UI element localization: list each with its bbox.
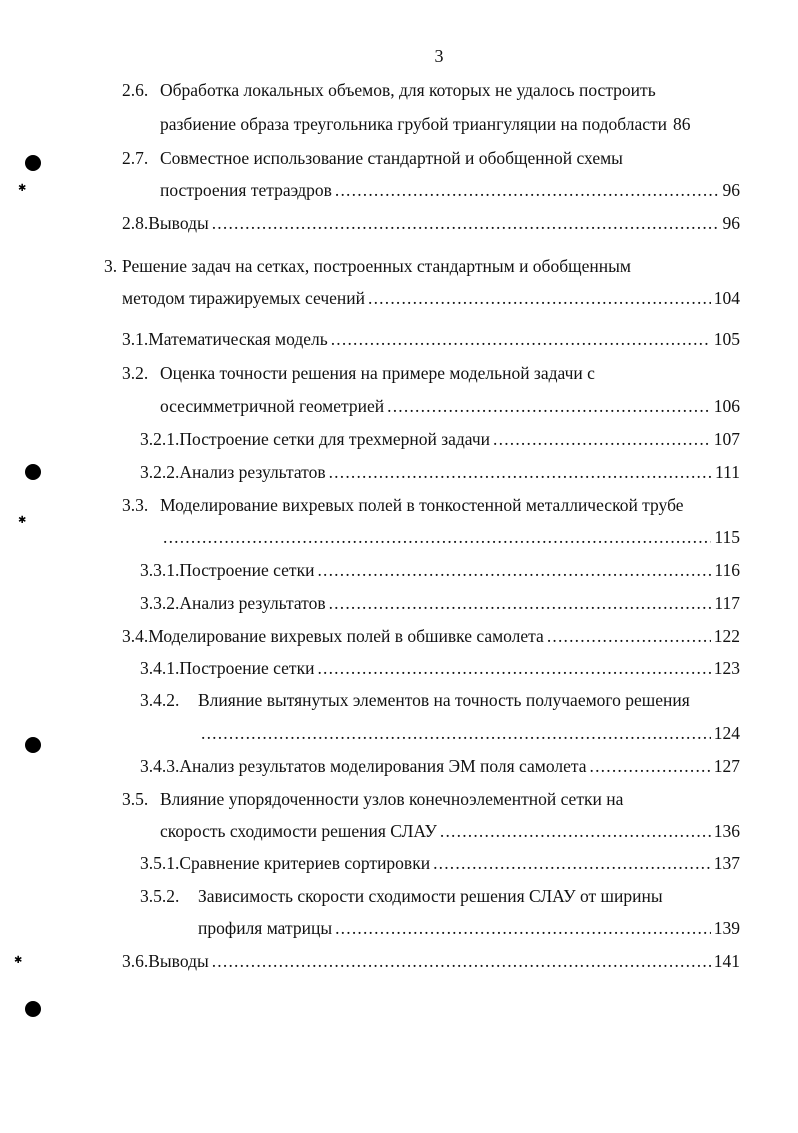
punch-hole-icon bbox=[25, 737, 41, 753]
toc-entry-title: построения тетраэдров bbox=[160, 180, 332, 200]
toc-entry-title: Построение сетки bbox=[179, 658, 315, 678]
toc-leader-dots bbox=[163, 525, 711, 549]
toc-entry bbox=[122, 493, 762, 517]
toc-entry-title: Построение сетки bbox=[179, 560, 315, 580]
toc-entry-page: 137 bbox=[713, 853, 740, 873]
toc-entry-title: Математическая модель bbox=[148, 329, 328, 349]
toc-entry-page: 139 bbox=[713, 918, 740, 938]
toc-leader-dots bbox=[335, 916, 711, 940]
toc-entry bbox=[122, 286, 740, 310]
toc-leader-dots bbox=[331, 327, 711, 351]
toc-entry-title: Анализ результатов моделирования ЭМ поля самолета bbox=[179, 756, 587, 776]
toc-leader-dots bbox=[317, 656, 710, 680]
toc-entry-title: Построение сетки для трехмерной задачи bbox=[179, 429, 491, 449]
toc-entry-number: 3.3.1. bbox=[140, 560, 180, 580]
toc-leader-dots bbox=[433, 851, 711, 875]
toc-entry-page: 123 bbox=[713, 658, 740, 678]
toc-leader-dots bbox=[368, 286, 711, 310]
toc-entry-page: 127 bbox=[713, 756, 740, 776]
toc-entry bbox=[140, 851, 740, 875]
toc-entry bbox=[140, 460, 740, 484]
toc-entry-number: 2.7. bbox=[122, 148, 149, 168]
toc-leader-dots bbox=[317, 558, 711, 582]
toc-entry-number: 2.8. bbox=[122, 213, 149, 233]
page-number: 3 bbox=[434, 46, 444, 66]
toc-entry-page: 105 bbox=[713, 329, 740, 349]
toc-entry-page: 86 bbox=[673, 114, 691, 134]
toc-entry bbox=[160, 112, 740, 136]
toc-entry-title: осесимметричной геометрией bbox=[160, 396, 385, 416]
toc-entry-page: 136 bbox=[713, 821, 740, 841]
toc-entry-number: 3.5. bbox=[122, 789, 149, 809]
toc-entry-page: 111 bbox=[715, 462, 740, 482]
toc-entry bbox=[198, 721, 740, 745]
toc-entry bbox=[160, 178, 740, 202]
toc-entry bbox=[140, 591, 740, 615]
toc-entry-title: разбиение образа треугольника грубой триангуляции на подобласти bbox=[160, 114, 667, 134]
toc-entry-number: 3.4.2. bbox=[140, 690, 180, 710]
toc-entry-page: 96 bbox=[722, 180, 740, 200]
punch-hole-icon bbox=[25, 155, 41, 171]
toc-entry-page: 104 bbox=[713, 288, 740, 308]
toc-entry-title: Решение задач на сетках, построенных стандартным и обобщенным bbox=[122, 256, 631, 276]
toc-entry-page: 106 bbox=[713, 396, 740, 416]
toc-entry-title: профиля матрицы bbox=[198, 918, 333, 938]
toc-entry bbox=[140, 558, 740, 582]
toc-entry bbox=[122, 361, 742, 385]
toc-entry-title: Оценка точности решения на примере модельной задачи с bbox=[160, 363, 595, 383]
toc-entry-title: Обработка локальных объемов, для которых не удалось построить bbox=[160, 80, 656, 100]
toc-entry-page: 107 bbox=[713, 429, 740, 449]
scan-speck-icon: ✱ bbox=[18, 183, 27, 194]
toc-entry-page: 116 bbox=[714, 560, 740, 580]
toc-entry-number: 3.2. bbox=[122, 363, 149, 383]
toc-entry bbox=[140, 884, 760, 908]
toc-entry-title: Моделирование вихревых полей в обшивке самолета bbox=[148, 626, 544, 646]
toc-entry-page: 117 bbox=[714, 593, 740, 613]
toc-entry-number: 3.4. bbox=[122, 626, 149, 646]
toc-entry bbox=[198, 916, 740, 940]
toc-entry-number: 3.5.1. bbox=[140, 853, 180, 873]
toc-entry-number: 3.3.2. bbox=[140, 593, 180, 613]
toc-entry-number: 3. bbox=[104, 256, 118, 276]
toc-entry bbox=[140, 754, 740, 778]
toc-entry-title: Выводы bbox=[148, 951, 209, 971]
toc-entry bbox=[140, 656, 740, 680]
toc-entry bbox=[122, 211, 740, 235]
toc-leader-dots bbox=[212, 211, 720, 235]
toc-entry bbox=[160, 525, 740, 549]
toc-entry bbox=[160, 394, 740, 418]
toc-entry bbox=[122, 78, 742, 102]
toc-entry bbox=[160, 819, 740, 843]
toc-entry-title: Влияние вытянутых элементов на точность получаемого решения bbox=[198, 690, 690, 710]
scan-speck-icon: ✱ bbox=[14, 955, 23, 966]
toc-entry bbox=[140, 427, 740, 451]
toc-leader-dots bbox=[329, 460, 712, 484]
toc-entry-number: 3.4.1. bbox=[140, 658, 180, 678]
toc-entry-title: скорость сходимости решения СЛАУ bbox=[160, 821, 437, 841]
toc-entry-title: Анализ результатов bbox=[179, 593, 326, 613]
toc-entry bbox=[104, 254, 744, 278]
toc-entry-page: 115 bbox=[714, 527, 740, 547]
toc-entry-title: Зависимость скорости сходимости решения СЛАУ от ширины bbox=[198, 886, 663, 906]
toc-entry-title: Влияние упорядоченности узлов конечноэлементной сетки на bbox=[160, 789, 624, 809]
toc-leader-dots bbox=[590, 754, 711, 778]
toc-entry-number: 3.4.3. bbox=[140, 756, 180, 776]
toc-entry-title: Анализ результатов bbox=[179, 462, 326, 482]
toc-entry-number: 3.5.2. bbox=[140, 886, 180, 906]
toc-leader-dots bbox=[212, 949, 711, 973]
toc-leader-dots bbox=[387, 394, 711, 418]
toc-entry bbox=[122, 949, 740, 973]
toc-entry-number: 3.1. bbox=[122, 329, 149, 349]
toc-entry-number: 2.6. bbox=[122, 80, 149, 100]
toc-entry-title: Моделирование вихревых полей в тонкостенной металлической трубе bbox=[160, 495, 684, 515]
punch-hole-icon bbox=[25, 464, 41, 480]
toc-leader-dots bbox=[547, 624, 711, 648]
toc-entry bbox=[122, 787, 742, 811]
toc-entry bbox=[140, 688, 760, 712]
toc-entry-title: Сравнение критериев сортировки bbox=[179, 853, 431, 873]
toc-entry-page: 96 bbox=[722, 213, 740, 233]
toc-entry-page: 141 bbox=[713, 951, 740, 971]
punch-hole-icon bbox=[25, 1001, 41, 1017]
toc-entry-title: методом тиражируемых сечений bbox=[122, 288, 366, 308]
toc-entry-page: 124 bbox=[713, 723, 740, 743]
toc-entry-number: 3.2.2. bbox=[140, 462, 180, 482]
toc-entry-number: 3.3. bbox=[122, 495, 149, 515]
toc-leader-dots bbox=[335, 178, 720, 202]
toc-entry-title: Совместное использование стандартной и обобщенной схемы bbox=[160, 148, 623, 168]
toc-leader-dots bbox=[329, 591, 712, 615]
toc-entry-number: 3.6. bbox=[122, 951, 149, 971]
toc-entry bbox=[122, 624, 740, 648]
toc-entry bbox=[122, 327, 740, 351]
toc-leader-dots bbox=[440, 819, 711, 843]
toc-entry-number: 3.2.1. bbox=[140, 429, 180, 449]
toc-leader-dots bbox=[493, 427, 711, 451]
toc-leader-dots bbox=[201, 721, 711, 745]
toc-entry-page: 122 bbox=[713, 626, 740, 646]
scan-speck-icon: ✱ bbox=[18, 515, 27, 526]
toc-entry bbox=[122, 146, 742, 170]
toc-entry-title: Выводы bbox=[148, 213, 209, 233]
